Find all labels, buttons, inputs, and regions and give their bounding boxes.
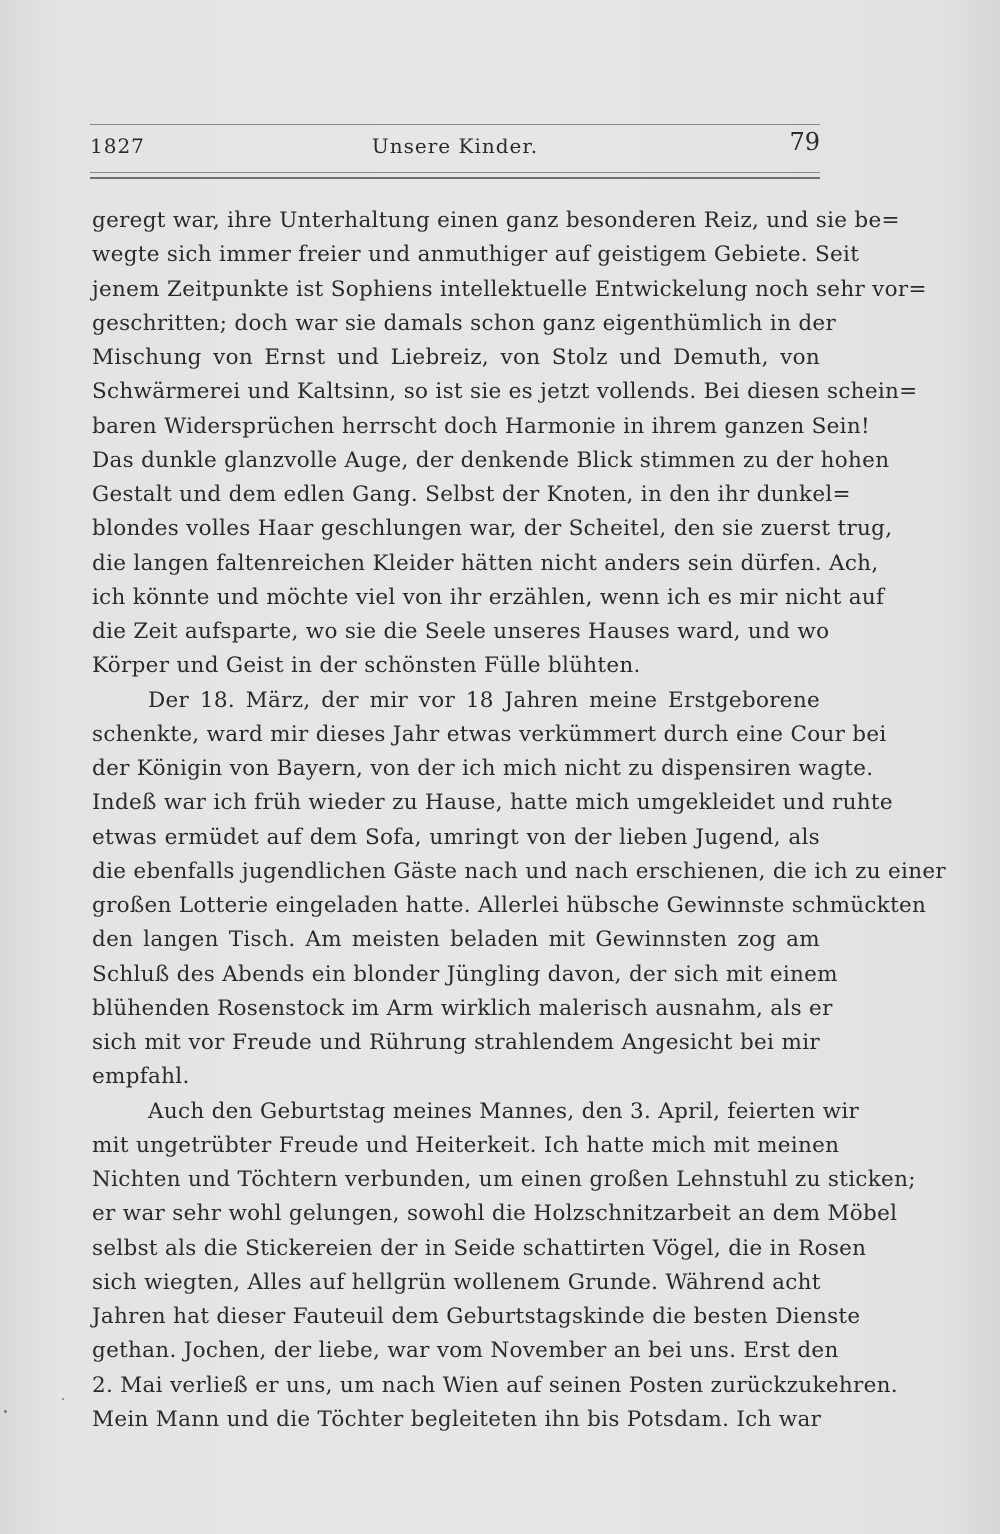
text-line: die Zeit aufsparte, wo sie die Seele unseres Hauses ward, und wo [92,619,830,644]
text-line: Der 18. März, der mir vor 18 Jahren meine Erstgeborene [148,687,820,713]
paragraph [92,204,927,684]
text-line: Mischung von Ernst und Liebreiz, von Stolz und Demuth, von [92,345,820,370]
text-line: ich könnte und möchte viel von ihr erzählen, wenn ich es mir nicht auf [92,584,885,610]
text-line: selbst als die Stickereien der in Seide schattirten Vögel, die in Rosen [92,1235,867,1261]
text-line: empfahl. [92,1064,190,1090]
text-line: Das dunkle glanzvolle Auge, der denkende Blick stimmen zu der hohen [92,447,890,473]
text-line: Nichten und Töchtern verbunden, um einen großen Lehnstuhl zu sticken; [92,1167,916,1192]
header-rule-upper [90,172,820,173]
paper-speck [4,1410,7,1413]
running-title: Unsere Kinder. [371,134,539,158]
text-line: baren Widersprüchen herrscht doch Harmonie in ihrem ganzen Sein! [92,413,870,439]
text-line: er war sehr wohl gelungen, sowohl die Holzschnitzarbeit an dem Möbel [92,1201,898,1227]
page-number: 79 [789,128,820,156]
text-line: Schluß des Abends ein blonder Jüngling davon, der sich mit einem [92,961,838,987]
text-line: großen Lotterie eingeladen hatte. Allerlei hübsche Gewinnste schmückten [92,893,927,918]
header-year: 1827 [90,134,145,158]
text-line: blondes volles Haar geschlungen war, der Scheitel, den sie zuerst trug, [92,516,893,542]
text-line: Auch den Geburtstag meines Mannes, den 3. April, feierten wir [148,1098,860,1124]
text-line: die langen faltenreichen Kleider hätten nicht anders sein dürfen. Ach, [92,550,879,576]
text-line: der Königin von Bayern, von der ich mich nicht zu dispensiren wagte. [92,756,874,781]
text-line: blühenden Rosenstock im Arm wirklich malerisch ausnahm, als er [92,995,833,1021]
text-line: wegte sich immer freier und anmuthiger auf geistigem Gebiete. Seit [92,242,860,268]
running-header [90,128,820,164]
text-line: geschritten; doch war sie damals schon ganz eigenthümlich in der [92,310,837,336]
text-line: sich mit vor Freude und Rührung strahlendem Angesicht bei mir [92,1030,820,1055]
text-line: etwas ermüdet auf dem Sofa, umringt von der lieben Jugend, als [92,824,820,850]
paper-speck [62,1398,64,1400]
body-text [92,204,946,1437]
text-line: Indeß war ich früh wieder zu Hause, hatte mich umgekleidet und ruhte [92,790,893,816]
text-line: 2. Mai verließ er uns, um nach Wien auf seinen Posten zurückzukehren. [92,1372,898,1398]
text-line: Gestalt und dem edlen Gang. Selbst der Knoten, in den ihr dunkel= [92,482,851,507]
text-line: Mein Mann und die Töchter begleiteten ihn bis Potsdam. Ich war [92,1406,822,1432]
text-line: die ebenfalls jugendlichen Gäste nach und nach erschienen, die ich zu einer [92,858,946,884]
text-line: den langen Tisch. Am meisten beladen mit Gewinnsten zog am [92,927,820,953]
text-line: geregt war, ihre Unterhaltung einen ganz besonderen Reiz, und sie be= [92,208,900,233]
text-line: sich wiegten, Alles auf hellgrün wollenem Grunde. Während acht [92,1269,821,1295]
text-line: gethan. Jochen, der liebe, war vom November an bei uns. Erst den [92,1338,839,1364]
text-line: Schwärmerei und Kaltsinn, so ist sie es jetzt vollends. Bei diesen schein= [92,379,918,405]
text-line: schenkte, ward mir dieses Jahr etwas verkümmert durch eine Cour bei [92,721,887,747]
text-line: mit ungetrübter Freude und Heiterkeit. Ich hatte mich mit meinen [92,1132,840,1158]
header-rule-lower [90,177,820,179]
text-line: Jahren hat dieser Fauteuil dem Geburtstagskinde die besten Dienste [92,1304,861,1329]
paragraph [92,1095,916,1438]
paragraph [92,684,946,1095]
header-top-rule [90,124,820,125]
text-line: jenem Zeitpunkte ist Sophiens intellektuelle Entwickelung noch sehr vor= [92,276,927,302]
text-line: Körper und Geist in der schönsten Fülle blühten. [92,653,641,679]
